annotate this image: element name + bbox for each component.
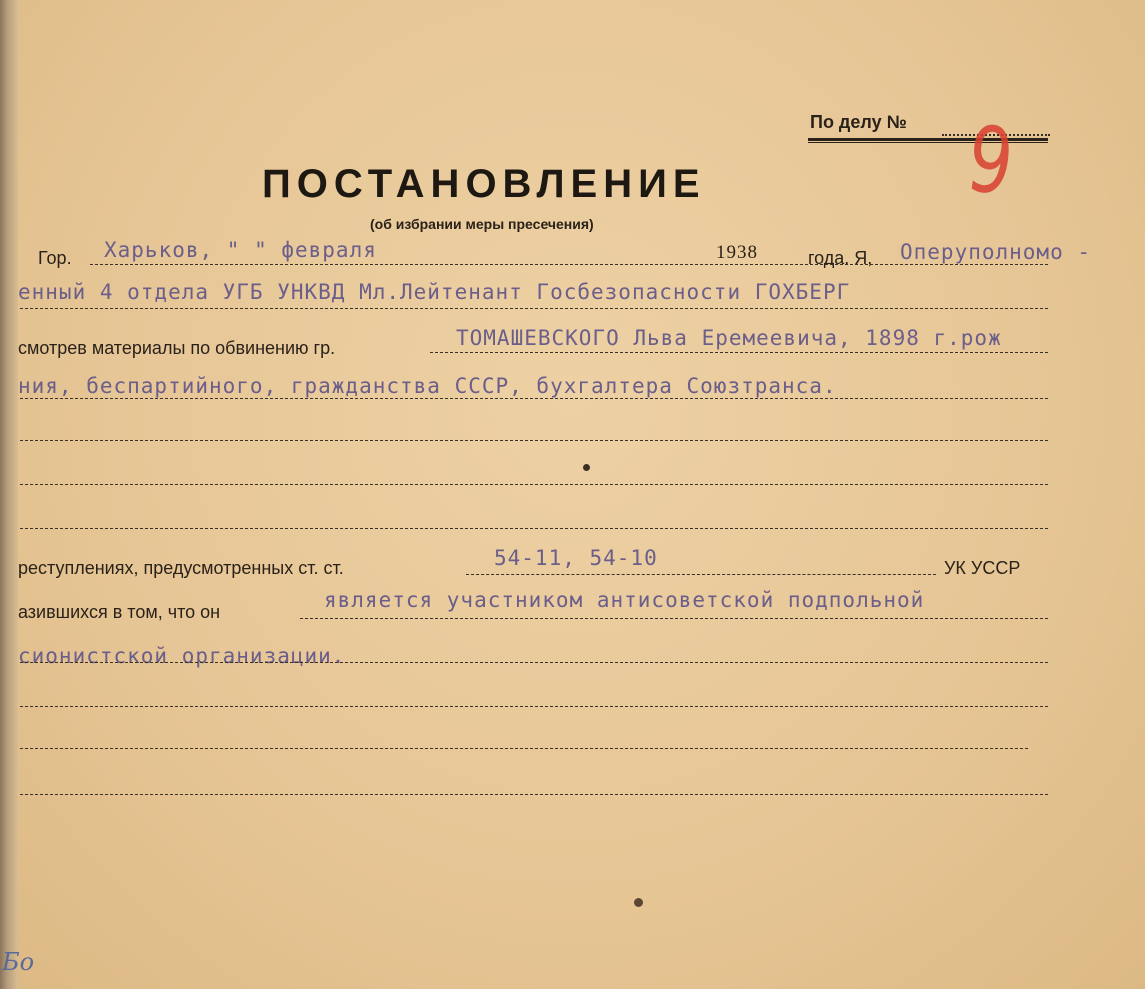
accused-name-1: ТОМАШЕВСКОГО Льва Еремеевича, 1898 г.рож — [456, 326, 1002, 350]
city-value: Харьков, " " февраля — [104, 238, 377, 262]
accused-name-2: ния, беспартийного, гражданства СССР, бухгалтера Союзтранса. — [18, 374, 837, 398]
form-line-5 — [20, 440, 1048, 441]
officer-title-2: енный 4 отдела УГБ УНКВД Мл.Лейтенант Госбезопасности ГОХБЕРГ — [18, 280, 851, 304]
form-line-10 — [20, 662, 1048, 663]
city-label: Гор. — [38, 248, 72, 268]
materials-label: смотрев материалы по обвинению гр. — [18, 338, 336, 358]
form-line-8 — [466, 574, 936, 575]
margin-handwriting: Бо — [2, 948, 35, 976]
document-title: ПОСТАНОВЛЕНИЕ — [262, 162, 706, 206]
ink-spot — [634, 898, 643, 907]
form-line-3 — [430, 352, 1048, 353]
page-binding-edge — [0, 0, 18, 989]
articles-value: 54-11, 54-10 — [494, 546, 658, 570]
officer-title-1: Оперуполномо - — [900, 240, 1092, 264]
handwritten-case-number: 9 — [960, 105, 1020, 217]
document-subtitle: (об избрании меры пресечения) — [370, 216, 594, 232]
charge-value-1: является участником антисоветской подпольной — [324, 588, 925, 612]
year-value: 1938 — [716, 242, 758, 263]
form-line-1 — [90, 264, 1048, 265]
form-line-7 — [20, 528, 1048, 529]
crimes-label: реступлениях, предусмотренных ст. ст. — [18, 558, 344, 578]
code-label: УК УССР — [944, 558, 1021, 578]
form-line-2 — [20, 308, 1048, 309]
charge-value-2: сионистской организации. — [18, 644, 346, 668]
form-line-9 — [300, 618, 1048, 619]
ink-dot — [583, 464, 590, 471]
case-number-label: По делу № — [810, 112, 907, 132]
form-line-11 — [20, 706, 1048, 707]
case-reference — [810, 112, 907, 133]
year-label: года. Я, — [808, 248, 873, 268]
form-line-4 — [20, 398, 1048, 399]
form-line-12 — [20, 748, 1028, 749]
form-line-13 — [20, 794, 1048, 795]
charge-label: азившихся в том, что он — [18, 602, 221, 622]
form-line-6 — [20, 484, 1048, 485]
